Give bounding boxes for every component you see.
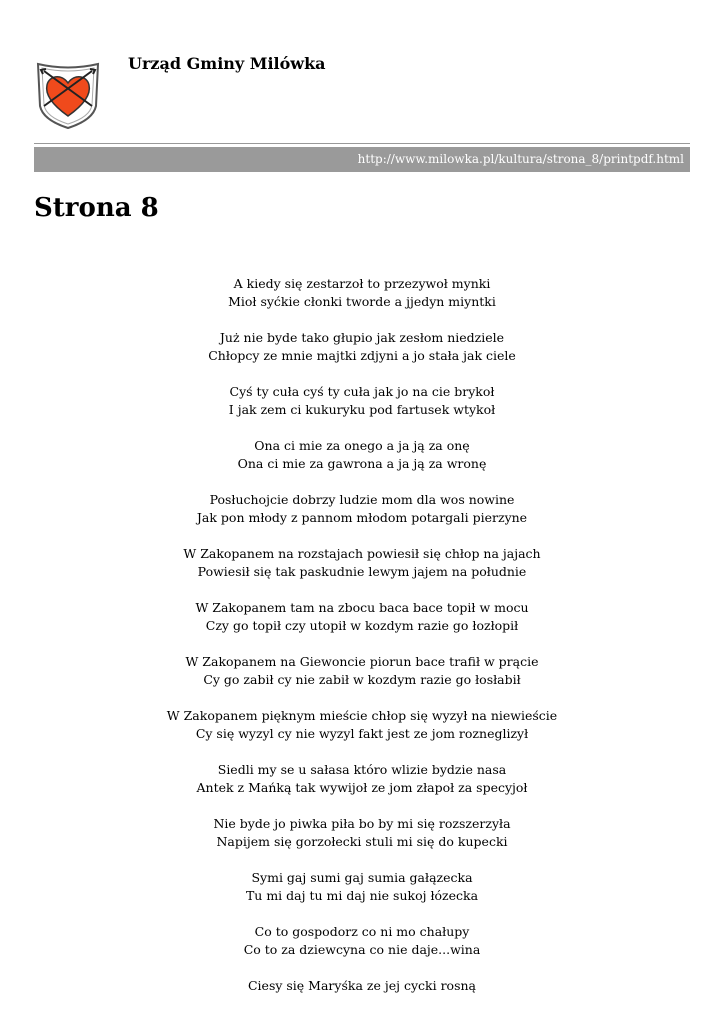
poem-line: Ciesy się Maryśka ze jej cycki rosną [247,978,476,993]
poem-line: Napijem się gorzołecki stuli mi się do kupecki [216,834,508,849]
organization-name: Urząd Gminy Milówka [128,54,326,73]
poem-stanza [34,815,690,869]
poem-line: Ona ci mie za onego a ja ją za onę [254,438,470,453]
poem-stanza [34,383,690,437]
poem-line: Tu mi daj tu mi daj nie sukoj łózecka [245,888,479,903]
poem-stanza [34,923,690,977]
poem-line: W Zakopanem pięknym mieście chłop się wyzył na niewieście [166,708,558,723]
poem-line: Symi gaj sumi gaj sumia gałązecka [251,870,473,885]
poem-line: W Zakopanem na rozstajach powiesił się chłop na jajach [183,546,541,561]
header-divider [34,143,690,144]
poem-stanza [34,329,690,383]
poem-stanza [34,707,690,761]
url-bar [34,147,690,172]
heart-shield-icon [33,58,103,130]
municipality-logo [33,58,103,130]
page-url[interactable]: http://www.milowka.pl/kultura/strona_8/printpdf.html [357,152,684,166]
poem-line: Czy go topił czy utopił w kozdym razie go łozłopił [205,618,519,633]
poem-line: Co to za dziewcyna co nie daje...wina [243,942,481,957]
poem-line: Ona ci mie za gawrona a ja ją za wronę [237,456,487,471]
poem-line: W Zakopanem na Giewoncie piorun bace trafił w prącie [185,654,539,669]
poem-line: Siedli my se u sałasa któro wlizie bydzie nasa [217,762,507,777]
poem-line: Powiesił się tak paskudnie lewym jajem na południe [197,564,527,579]
poem-line: W Zakopanem tam na zbocu baca bace topił w mocu [195,600,529,615]
poem-line: Chłopcy ze mnie majtki zdjyni a jo stała jak ciele [208,348,516,363]
poem-stanza [34,653,690,707]
poem-line: Co to gospodorz co ni mo chałupy [254,924,470,939]
poem-stanza [34,761,690,815]
poem-line: Mioł syćkie cłonki tworde a jjedyn miyntki [228,294,496,309]
poem-line: Cy się wyzyl cy nie wyzyl fakt jest ze jom rozneglizył [195,726,529,741]
poem-line: Antek z Mańką tak wywijoł ze jom złapoł za specyjoł [196,780,528,795]
poem-line: Jak pon młody z pannom młodom potargali pierzyne [196,510,528,525]
poem-stanza [34,275,690,329]
poem-line: Cy go zabił cy nie zabił w kozdym razie go łosłabił [203,672,521,687]
poem-line: Posłuchojcie dobrzy ludzie mom dla wos nowine [209,492,515,507]
poem-stanza [34,437,690,491]
poem-stanza [34,491,690,545]
page-title: Strona 8 [34,193,159,223]
poem-stanza [34,599,690,653]
poem-stanza [34,545,690,599]
poem-line: A kiedy się zestarzoł to przezywoł mynki [233,276,491,291]
poem-line: Już nie byde tako głupio jak zesłom niedziele [219,330,505,345]
poem [34,275,690,1031]
poem-stanza [34,977,690,1031]
poem-line: Cyś ty cuła cyś ty cuła jak jo na cie brykoł [229,384,495,399]
poem-stanza [34,869,690,923]
poem-line: I jak zem ci kukuryku pod fartusek wtykoł [228,402,496,417]
poem-line: Nie byde jo piwka piła bo by mi się rozszerzyła [213,816,511,831]
